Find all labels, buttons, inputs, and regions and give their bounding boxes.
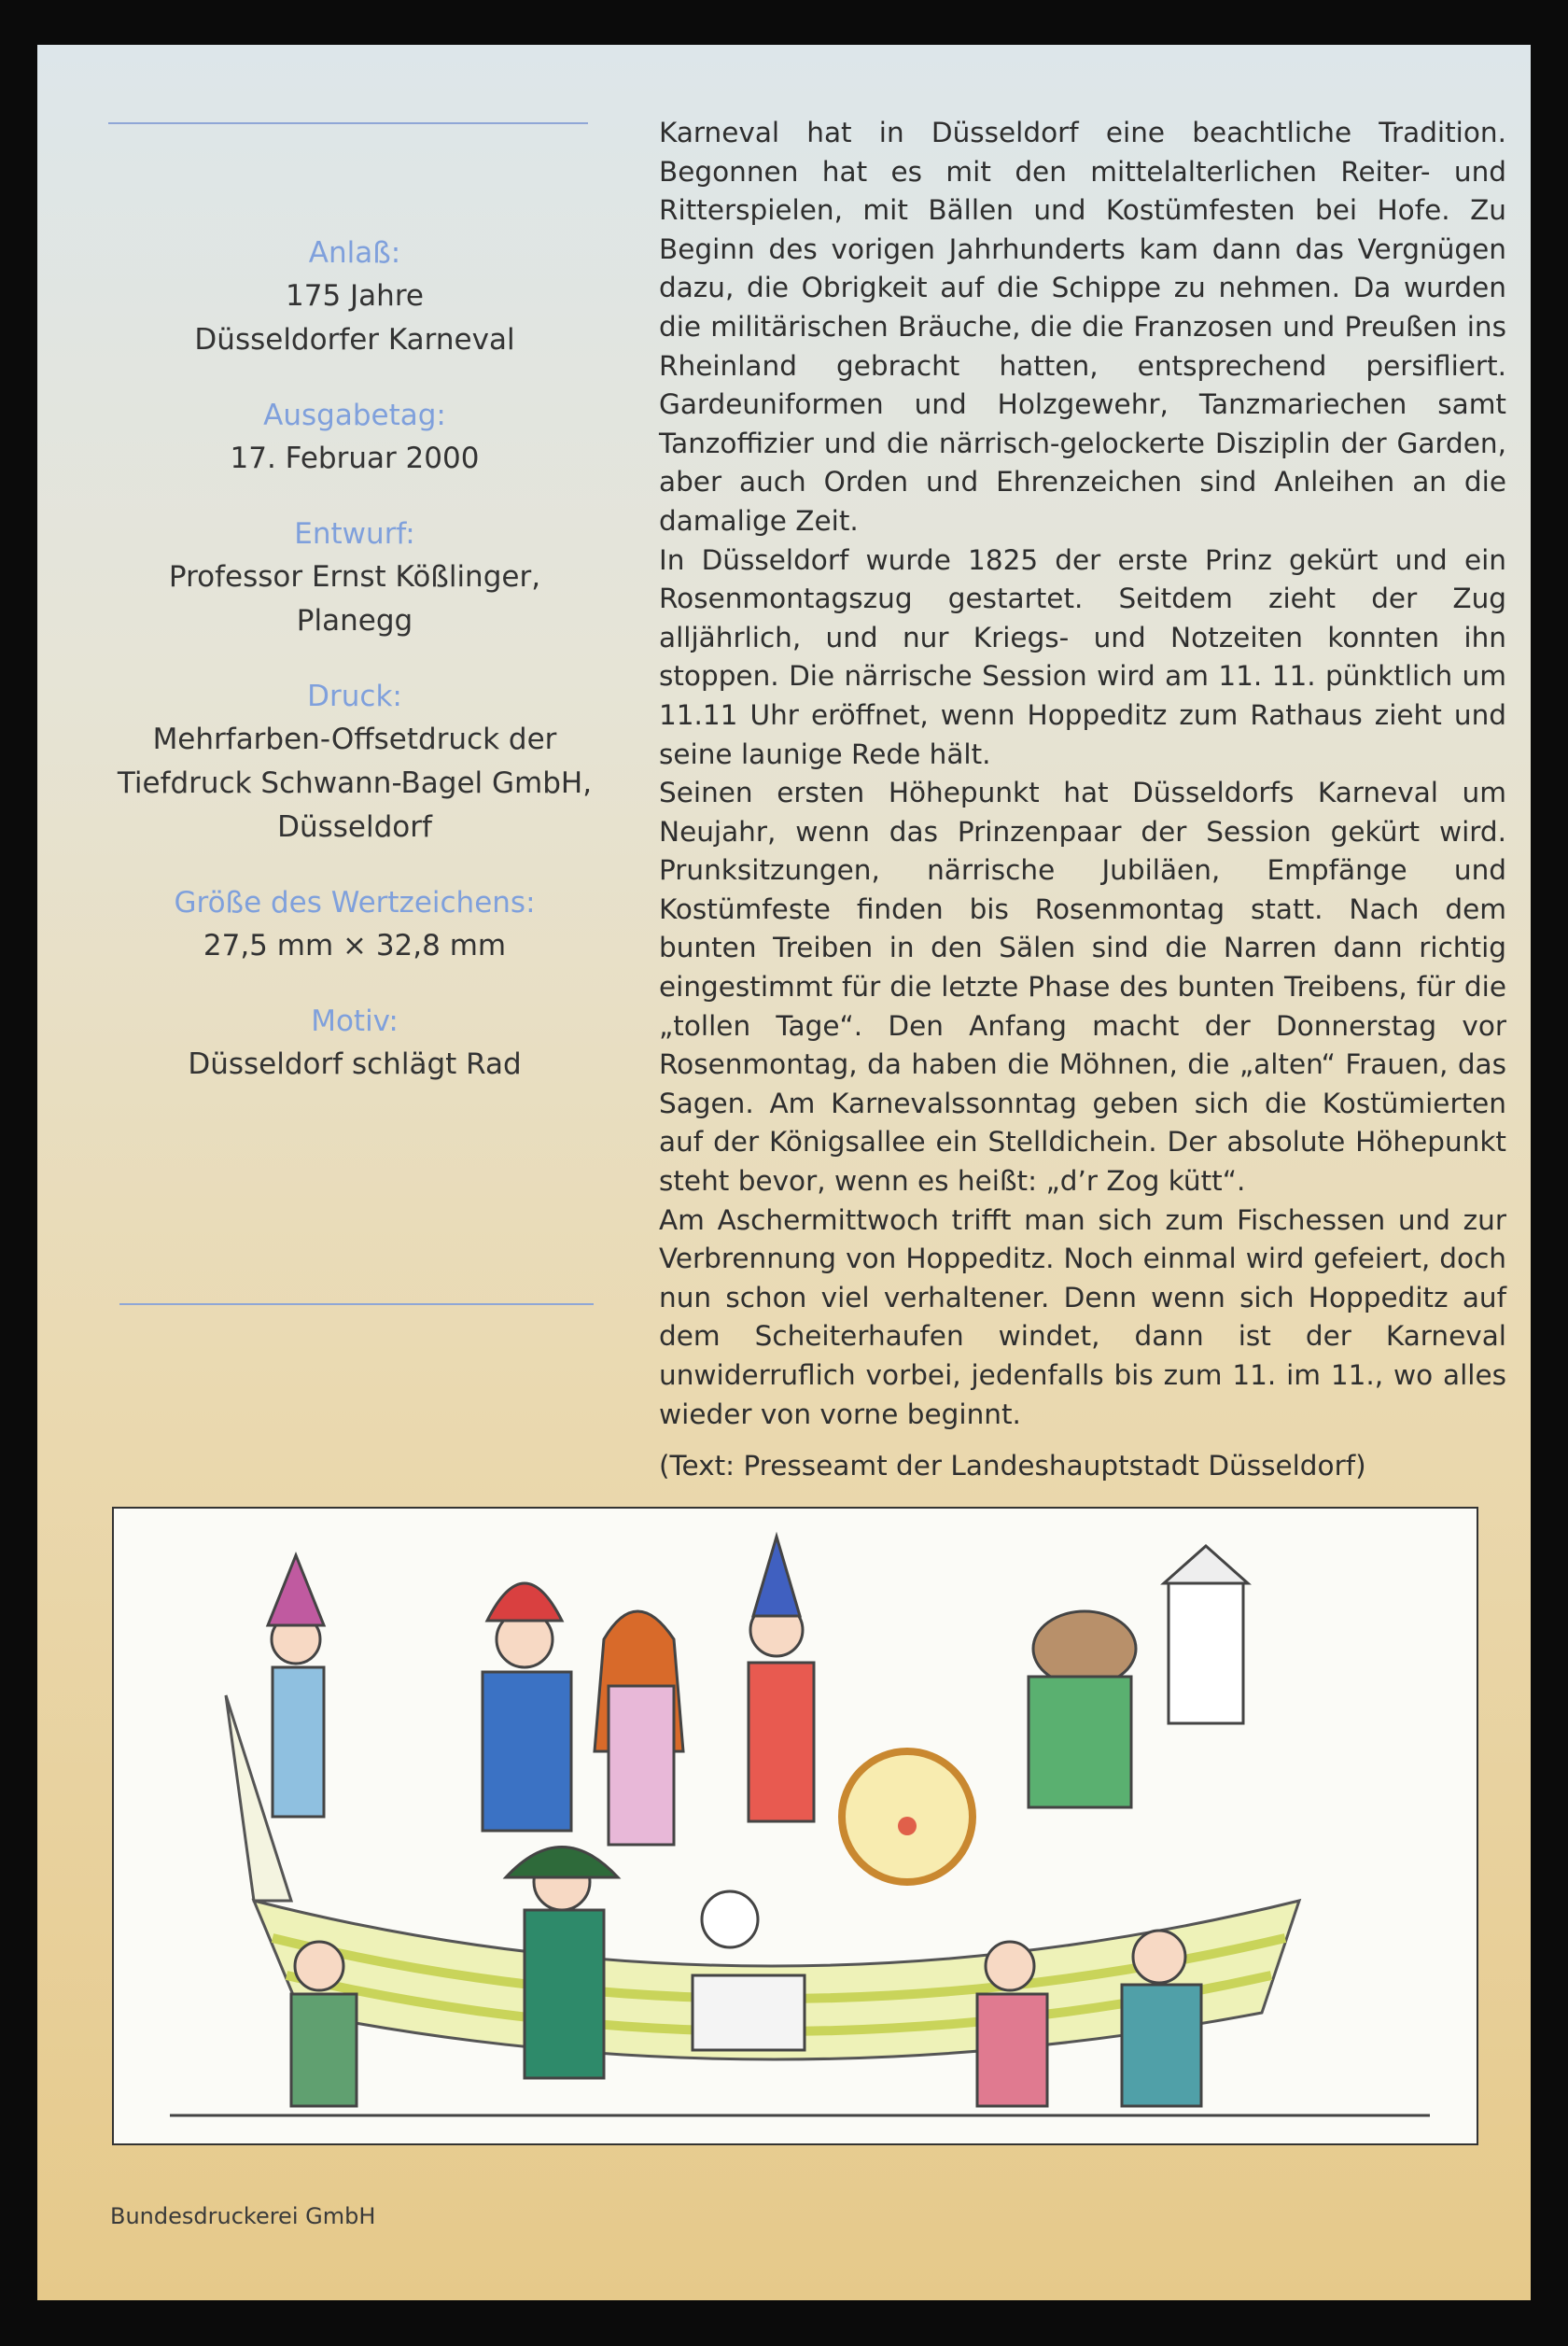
jester-hat xyxy=(268,1555,324,1625)
field-entwurf xyxy=(112,513,597,643)
body-paragraph: Am Aschermittwoch trifft man sich zum Fischessen und zur Verbrennung von Hoppeditz. Noch einmal wird gefeiert, doch nun schon viel verhaltener. Denn wenn sich Hoppeditz auf dem Scheiterhaufen windet, dann ist der Karneval unwiderruflich vorbei, jedenfalls bis zum 11. im 11., wo alles wieder von vorne beginnt. xyxy=(659,1203,1506,1430)
figure-body xyxy=(525,1910,604,2078)
jester-hat xyxy=(487,1583,562,1621)
figure-head xyxy=(1133,1931,1185,1983)
text-credit: (Text: Presseamt der Landeshauptstadt Düsseldorf) xyxy=(659,1450,1366,1482)
figure-body xyxy=(291,1994,357,2106)
field-value: Tiefdruck Schwann-Bagel GmbH, xyxy=(117,766,593,800)
field-value: 27,5 mm × 32,8 mm xyxy=(203,929,507,962)
field-value: Düsseldorf schlägt Rad xyxy=(188,1047,522,1081)
field-value: Professor Ernst Kößlinger, xyxy=(168,560,541,594)
field-value: Düsseldorfer Karneval xyxy=(194,323,515,357)
field-druck xyxy=(112,675,597,850)
figure-body xyxy=(749,1663,814,1821)
tower-roof xyxy=(1164,1546,1248,1583)
donkey-head xyxy=(1033,1611,1136,1686)
figure-head xyxy=(986,1942,1034,1990)
body-text xyxy=(659,114,1506,1486)
field-value: Mehrfarben-Offsetdruck der xyxy=(152,723,557,756)
field-value: Planegg xyxy=(296,604,413,638)
carnival-boat-drawing xyxy=(114,1509,1477,2143)
jester-hat xyxy=(753,1537,800,1616)
info-sheet xyxy=(37,45,1531,2300)
donkey-body xyxy=(1029,1677,1131,1807)
accordion xyxy=(693,1975,805,2050)
field-label: Größe des Wertzeichens: xyxy=(174,886,536,920)
field-value: Düsseldorf xyxy=(277,810,432,844)
field-label: Entwurf: xyxy=(294,517,415,551)
field-label: Motiv: xyxy=(311,1004,399,1038)
field-anlass xyxy=(112,232,597,362)
field-ausgabetag xyxy=(112,394,597,481)
figure-body xyxy=(977,1994,1047,2106)
figure-head xyxy=(295,1942,343,1990)
field-groesse xyxy=(112,881,597,968)
clown-head xyxy=(702,1891,758,1947)
carnival-illustration xyxy=(112,1507,1478,2145)
field-value: 17. Februar 2000 xyxy=(230,442,480,475)
field-label: Druck: xyxy=(307,680,402,713)
field-value: 175 Jahre xyxy=(286,279,424,313)
figure-body xyxy=(483,1672,571,1831)
stamp-details xyxy=(112,232,597,1118)
figure-hat xyxy=(506,1847,618,1878)
tower xyxy=(1169,1583,1243,1723)
body-paragraph: Seinen ersten Höhepunkt hat Düsseldorfs Karneval um Neujahr, wenn das Prinzenpaar der Session gekürt wird. Prunksitzungen, närrische Jubiläen, Empfänge und Kostümfeste finden bis Rosenmontag statt. Nach dem bunten Treiben in den Sälen sind die Narren dann richtig eingestimmt für die letzte Phase des bunten Treibens, für die „tollen Tage“. Den Anfang macht der Donnerstag vor Rosenmontag, da haben die Möhnen, die „alten“ Frauen, das Sagen. Am Karnevalssonntag geben sich die Kostümierten auf der Königsallee ein Stelldichein. Der absolute Höhepunkt steht bevor, wenn es heißt: „d’r Zog kütt“. xyxy=(659,777,1506,1198)
body-paragraph: Karneval hat in Düsseldorf eine beachtliche Tradition. Begonnen hat es mit den mittelalterlichen Reiter- und Ritterspielen, mit Bällen und Kostümfesten bei Hofe. Zu Beginn des vorigen Jahrhunderts kam dann das Vergnügen dazu, die Obrigkeit auf die Schippe zu nehmen. Da wurden die militärischen Bräuche, die die Franzosen und Preußen ins Rheinland gebracht hatten, entsprechend persifliert. Gardeuniformen und Holzgewehr, Tanzmariechen samt Tanzoffizier und die närrisch-gelockerte Disziplin der Garden, aber auch Orden und Ehrenzeichen sind Anleihen an die damalige Zeit. xyxy=(659,117,1506,537)
printer-credit: Bundesdruckerei GmbH xyxy=(110,2203,376,2229)
figure-body xyxy=(609,1686,674,1845)
field-label: Ausgabetag: xyxy=(263,399,446,432)
figure-body xyxy=(273,1667,324,1817)
top-rule xyxy=(108,122,588,124)
field-motiv xyxy=(112,1000,597,1087)
figure-body xyxy=(1122,1985,1201,2106)
bottom-rule xyxy=(119,1303,594,1305)
field-label: Anlaß: xyxy=(308,236,401,270)
body-paragraph: In Düsseldorf wurde 1825 der erste Prinz gekürt und ein Rosenmontagszug gestartet. Seitdem zieht der Zug alljährlich, und nur Kriegs- und Notzeiten konnten ihn stoppen. Die närrische Session wird am 11. 11. pünktlich um 11.11 Uhr eröffnet, wenn Hoppeditz zum Rathaus zieht und seine launige Rede hält. xyxy=(659,543,1506,770)
sun-nose xyxy=(898,1817,917,1835)
